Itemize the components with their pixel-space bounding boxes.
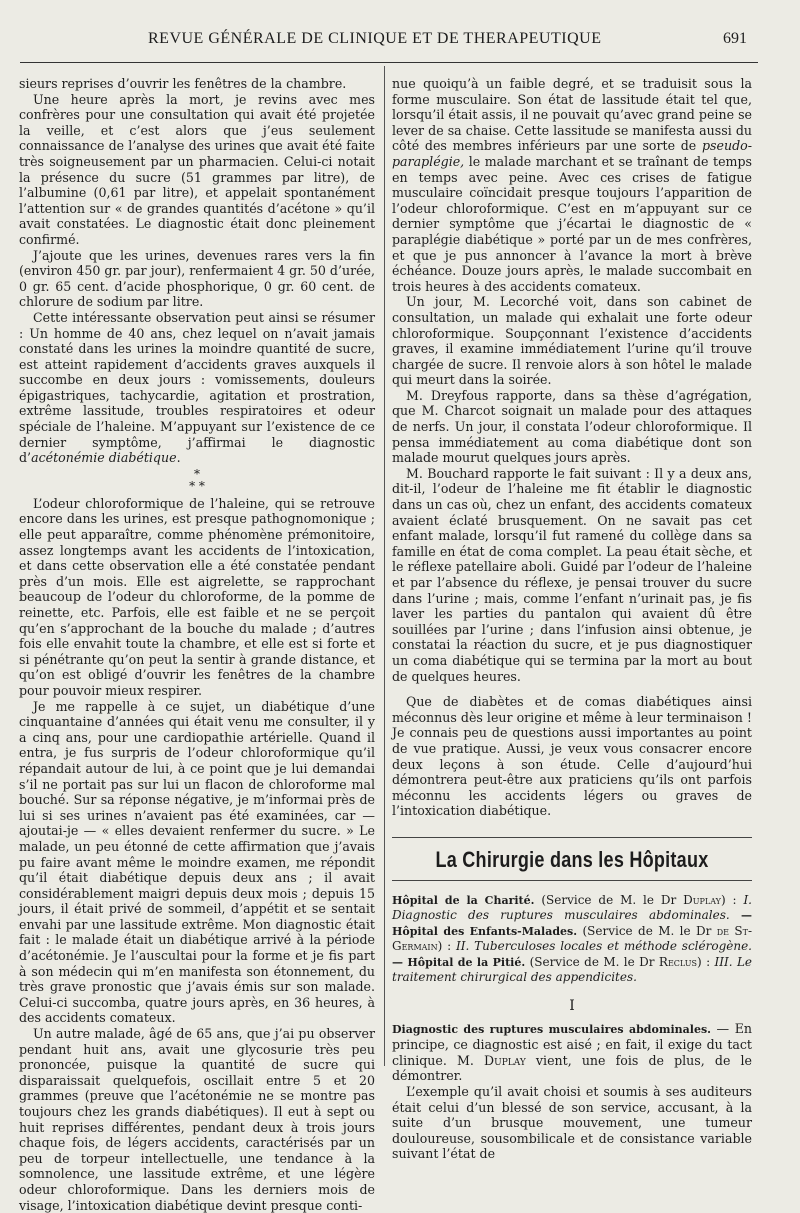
hospital-name: — Hôpital des Enfants-Malades. (392, 909, 752, 938)
right-column (392, 76, 752, 1162)
service-text: (Service de M. le Dr (577, 923, 717, 938)
page-header (20, 30, 780, 54)
paragraph: Un jour, M. Lecorché voit, dans son cabinet de consultation, un malade qui exhalait une forte odeur chloroformique. Soupçonnant l’existence d’accidents graves, il examine immédiatement l’urine qu’il trouve chargée de sucre. Il renvoie alors à son hôtel le malade qui meurt dans la soirée. (392, 294, 752, 388)
paragraph: L’odeur chloroformique de l’haleine, qui se retrouve encore dans les urines, est presque pathognomonique ; elle peut apparaître, comme phénomène prémonitoire, assez longtemps avant les accidents de l’intoxication, et dans cette observation elle a été constatée pendant près d’un mois. Elle est aigrelette, se rapprochant beaucoup de l’odeur du chloroforme, de la pomme de reinette, etc. Parfois, elle est faible et ne se perçoit qu’en s’approchant de la bouche du malade ; d’autres fois elle envahit toute la chambre, et elle est si forte et si pénétrante qu’on peut la sentir à grande distance, et qu’on est obligé d’ouvrir les fenêtres de la chambre pour pouvoir mieux respirer. (19, 495, 375, 698)
paragraph: sieurs reprises d’ouvrir les fenêtres de la chambre. (19, 76, 347, 91)
paragraph: Une heure après la mort, je revins avec mes confrères pour une consultation qui avait été projetée la veille, et c’est alors que j’eus seulement connaissance de l’analyse des urines que avait été faite très soigneusement par un pharmacien. Celui-ci notait la présence du sucre (51 grammes par litre), de l’albumine (0,61 par litre), et appelait spontanément l’attention sur « de grandes quantités d’acétone » qu’il avait constatées. Le diagnostic était donc pleinement confirmé. (19, 91, 375, 247)
paragraph: Je me rappelle à ce sujet, un diabétique d’une cinquantaine d’années qui était venu me consulter, il y a cinq ans, pour une cardiopathie artérielle. Quand il entra, je fus surpris de l’odeur chloroformique qu’il répandait autour de lui, à ce point que je lui demandai s’il ne portait pas sur lui un flacon de chloroforme mal bouché. Sur sa réponse négative, je m’informai près de lui si ses urines n’avaient pas été examinées, car — ajoutai-je — « elles devaient renfermer du sucre. » Le malade, un peu étonné de cette affirmation que j’avais pu faire avant même le moindre examen, me répondit qu’il était diabétique depuis deux ans ; il avait considérablement maigri depuis deux mois ; depuis 15 jours, il était privé de sommeil, d’appétit et se sentait envahi par une lassitude extrême. Mon diagnostic était fait : le malade était un diabétique arrivé à la période d’acétonémie. Je l’auscultai pour la forme et je fis part à son médecin qui m’en manifesta son étonnement, du très grave pronostic que j’avais émis sur son malade. Celui-ci succomba, quatre jours après, en 36 heures, à des accidents comateux. (19, 698, 375, 1026)
hospital-name: — Hôpital de la Pitié. (392, 955, 526, 969)
paragraph: Que de diabètes et de comas diabétiques ainsi méconnus dès leur origine et même à leur terminaison ! Je connais peu de questions aussi importantes au point de vue pratique. Aussi, je veux vous consacrer encore deux leçons à son étude. Celle d’aujourd’hui démontrera peut-être aux praticiens qu’ils ont parfois méconnu les accidents légers ou graves de l’intoxication diabétique. (392, 694, 752, 819)
page-number: 691 (723, 30, 747, 47)
section-number: I (569, 998, 575, 1015)
running-title: REVUE GÉNÉRALE DE CLINIQUE ET DE THERAPEUTIQUE (148, 30, 602, 47)
contents-summary (392, 893, 752, 986)
topic-title: II. Tuberculoses locales et méthode sclérogène. (456, 939, 752, 954)
italic-term: pseudo-paraplégie, (392, 138, 752, 169)
header-rule (20, 62, 758, 63)
hospital-name: Hôpital de la Charité. (392, 893, 535, 907)
paragraph: Un autre malade, âgé de 65 ans, que j’ai pu observer pendant huit ans, avait une glycosurie très peu prononcée, puisque la quantité de sucre qui disparaissait quelquefois, oscillait entre 5 et 20 grammes (preuve que l’acétonémie ne se montre pas toujours chez les grands diabétiques). Il eut à sept ou huit reprises différentes, pendant deux à trois jours chaque fois, de légers accidents, caractérisés par un peu de torpeur intellectuelle, une tendance à la somnolence, une lassitude extrême, et une légère odeur chloroformique. Dans les derniers mois de visage, l’intoxication diabétique devint presque conti- (19, 1026, 375, 1213)
service-text: (Service de M. le Dr (534, 892, 684, 907)
paragraph-text: vient, une fois de plus, de le démontrer. (392, 1052, 752, 1084)
surgeon-name: de St-Germain (392, 923, 752, 954)
spacer (392, 684, 752, 694)
surgeon-name: Reclus (658, 954, 697, 969)
surgeon-name: Duplay (484, 1052, 526, 1068)
left-column (19, 76, 375, 1213)
paragraph: L’exemple qu’il avait choisi et soumis à ses auditeurs était celui d’un blessé de son service, accusant, à la suite d’un brusque mouvement, une tumeur douloureuse, sousombilicale et de consistance variable suivant l’état de (392, 1084, 752, 1162)
paragraph (392, 1021, 752, 1084)
paragraph (19, 310, 375, 466)
section-asterism (19, 468, 375, 492)
paragraph-end: . (176, 450, 181, 466)
paragraph-text: Cette intéressante observation peut ainsi se résumer : Un homme de 40 ans, chez lequel on n’avait jamais constaté dans les urines la moindre quantité de sucre, est atteint rapidement d’accidents graves auxquels il succombe en deux jours : vomissements, douleurs épigastriques, tachycardie, agitation et prostration, extrême lassitude, troubles respiratoires et odeur spéciale de l’haleine. M’appuyant sur l’existence de ce dernier symptôme, j’affirmai le diagnostic d’ (19, 309, 375, 466)
paragraph-text: nue quoiqu’à un faible degré, et se traduisit sous la forme musculaire. Son état de lassitude était tel que, lorsqu’il était assis, il ne pouvait qu’avec grand peine se lever de sa chaise. Cette lassitude se manifesta aussi du côté des membres inférieurs par une sorte de (392, 76, 752, 154)
service-text: ) : (697, 954, 715, 969)
italic-term: acétonémie diabétique (31, 450, 177, 466)
asterism-bottom: * * (189, 478, 205, 493)
topic-title: I. Diagnostic des ruptures musculaires abdominales. (392, 892, 752, 923)
paragraph-text: — En principe, ce diagnostic est aisé ; en fait, il exige du tact clinique. M. (392, 1020, 752, 1068)
paragraph-text: le malade marchant et se traînant de temps en temps avec peine. Avec ces crises de fatigue musculaire coïncidait presque toujours l’apparition de l’odeur chloroformique. C’est en m’appuyant sur ce dernier symptôme que j’écartai le diagnostic de « paraplégie diabétique » porté par un de mes confrères, et que je pus annoncer à l’avance la mort à brève échéance. Douze jours après, le malade succombait en trois heures à des accidents comateux. (392, 153, 752, 294)
paragraph: M. Dreyfous rapporte, dans sa thèse d’agrégation, que M. Charcot soignait un malade pour des attaques de nerfs. Un jour, il constata l’odeur chloroformique. Il pensa immédiatement au coma diabétique dont son malade mourut quelques jours après. (392, 387, 752, 466)
subsection-heading: Diagnostic des ruptures musculaires abdominales. (392, 1022, 711, 1036)
topic-title: III. Le traitement chirurgical des appendicites. (392, 954, 753, 985)
column-divider (384, 66, 385, 1066)
section-rule (392, 837, 752, 838)
paragraph: J’ajoute que les urines, devenues rares vers la fin (environ 450 gr. par jour), renfermaient 4 gr. 50 d’urée, 0 gr. 65 cent. d’acide phosphorique, 0 gr. 60 cent. de chlorure de sodium par litre. (19, 247, 375, 310)
service-text: ) : (720, 892, 744, 907)
asterism-top: * (194, 466, 200, 481)
section-title: La Chirurgie dans les Hôpitaux (435, 846, 709, 872)
surgeon-name: Duplay (683, 892, 721, 907)
section-rule (392, 880, 752, 881)
service-text: (Service de M. le Dr (525, 954, 659, 969)
paragraph: M. Bouchard rapporte le fait suivant : Il y a deux ans, dit-il, l’odeur de l’haleine me fit établir le diagnostic dans un cas où, chez un enfant, des accidents comateux avaient éclaté brusquement. On ne savait pas cet enfant malade, lorsqu’il fut ramené du collège dans sa famille en état de coma complet. La peau était sèche, et le réflexe patellaire aboli. Guidé par l’odeur de l’haleine et par l’absence du réflexe, je pensai trouver du sucre dans l’urine ; mais, comme l’enfant n’urinait pas, je fis laver les parties du pantalon qui avaient dû être souillées par l’urine ; dans l’infusion ainsi obtenue, je constatai la réaction du sucre, et je pus diagnostiquer un coma diabétique qui se termina par la mort au bout de quelques heures. (392, 465, 752, 684)
paragraph (392, 76, 752, 294)
service-text: ) : (437, 939, 457, 954)
